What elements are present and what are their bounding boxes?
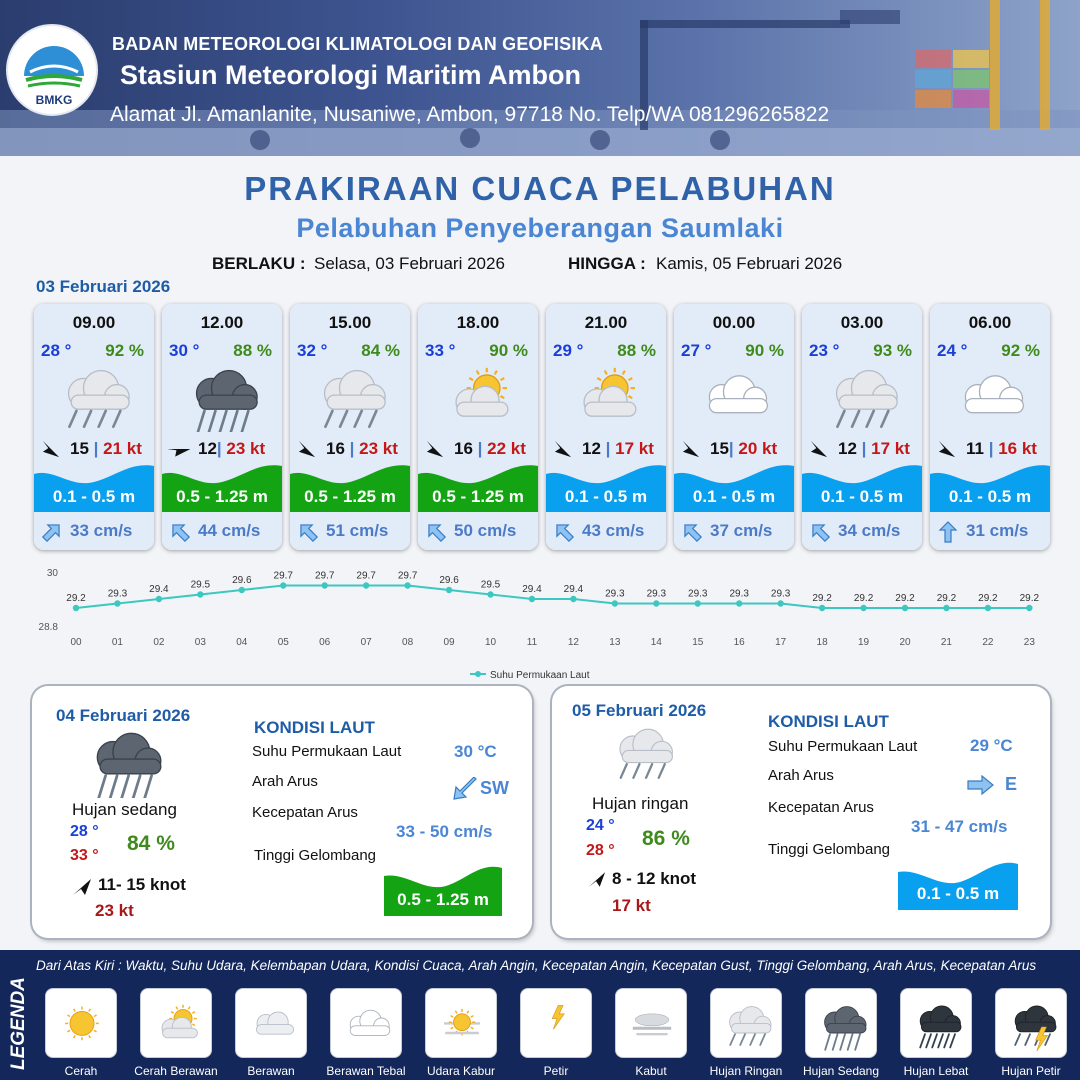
udara-kabur-icon — [432, 995, 492, 1053]
forecast-time: 06.00 — [968, 313, 1012, 332]
sst-data-label: 29.2 — [66, 593, 86, 604]
sst-data-label: 29.2 — [853, 593, 874, 604]
day2-humidity: 84 % — [127, 832, 175, 855]
berawan-tebal-icon — [946, 360, 1034, 432]
sst-chart — [0, 560, 1080, 690]
legend-note: Dari Atas Kiri : Waktu, Suhu Udara, Kelembapan Udara, Kondisi Cuaca, Arah Angin, Kecepatan Angin, Kecepatan Gust, Tinggi Gelombang, Arah Arus, Kecepatan Arus — [36, 958, 1037, 973]
wind-row — [674, 438, 794, 460]
sst-point — [695, 600, 701, 606]
day2-kec-label: Kecepatan Arus — [252, 804, 358, 821]
legend-item — [235, 988, 307, 1058]
day2-wind-arrow-icon — [72, 878, 92, 896]
day2-sst-label: Suhu Permukaan Laut — [252, 743, 402, 760]
sst-data-label: 29.4 — [149, 584, 169, 595]
wind-speed: 12 — [582, 439, 601, 458]
day2-date: 04 Februari 2026 — [56, 706, 191, 725]
valid-to-label: HINGGA : — [568, 254, 646, 273]
legend-label: Hujan Ringan — [709, 1064, 783, 1078]
day2-current-arrow-icon — [452, 777, 478, 801]
sst-data-label: 29.2 — [812, 593, 832, 604]
day3-humidity: 86 % — [642, 827, 690, 850]
sst-point — [404, 582, 410, 588]
forecast-humidity: 92 % — [1001, 341, 1040, 360]
x-tick-label: 02 — [153, 637, 165, 648]
hujan-ringan-icon — [604, 720, 680, 790]
hujan-petir-icon — [1002, 995, 1062, 1053]
forecast-temp: 30 ° — [169, 341, 200, 360]
sst-data-label: 29.2 — [978, 593, 998, 604]
x-tick-label: 12 — [567, 637, 579, 648]
wind-arrow-icon — [424, 440, 446, 458]
wind-row — [802, 438, 922, 460]
sst-data-label: 29.4 — [522, 584, 542, 595]
page-subtitle: Pelabuhan Penyeberangan Saumlaki — [296, 213, 784, 243]
wind-value — [582, 439, 654, 459]
current-row — [930, 512, 1050, 550]
sst-point — [363, 582, 369, 588]
x-tick-label: 21 — [940, 637, 953, 648]
wind-row — [290, 438, 410, 460]
forecast-temp: 28 ° — [41, 341, 72, 360]
wave-height: 0.1 - 0.5 m — [564, 487, 648, 506]
day3-current-arrow-icon — [966, 775, 994, 795]
wind-separator: | — [728, 439, 739, 458]
day2-kec: 33 - 50 cm/s — [396, 822, 493, 841]
sst-data-label: 29.7 — [356, 570, 376, 582]
sst-point — [529, 596, 535, 602]
forecast-card — [34, 304, 154, 550]
x-tick-label: 10 — [484, 637, 497, 648]
current-speed: 44 cm/s — [198, 521, 261, 540]
sst-data-label: 29.2 — [895, 593, 915, 604]
sst-point — [902, 605, 908, 611]
sst-data-label: 29.3 — [646, 588, 667, 600]
day2-gust: 23 kt — [95, 901, 134, 920]
wave-height: 0.1 - 0.5 m — [820, 487, 904, 506]
sst-point — [736, 600, 742, 606]
wind-value — [710, 439, 777, 459]
current-speed: 51 cm/s — [326, 521, 389, 540]
current-row — [674, 512, 794, 550]
sst-data-label: 29.3 — [605, 588, 625, 600]
x-tick-label: 23 — [1023, 637, 1035, 648]
legend-label: Cerah Berawan — [134, 1064, 218, 1078]
forecast-time: 03.00 — [840, 313, 884, 332]
day2-temp-max: 28 ° — [70, 823, 99, 840]
y-tick-label: 30 — [46, 568, 58, 579]
forecast-card — [418, 304, 538, 550]
hujan-ringan-icon — [818, 360, 906, 432]
forecast-temp: 32 ° — [297, 341, 328, 360]
address: Alamat Jl. Amanlanite, Nusaniwe, Ambon, 97718 No. Telp/WA 081296265822 — [110, 103, 830, 126]
current-arrow-icon — [296, 521, 320, 543]
forecast-time: 12.00 — [200, 313, 244, 332]
y-tick-label: 28.8 — [38, 622, 58, 633]
current-row — [546, 512, 666, 550]
day1-date: 03 Februari 2026 — [36, 277, 171, 296]
wind-separator: | — [88, 439, 104, 458]
x-tick-label: 17 — [775, 637, 787, 648]
day3-wave: 0.1 - 0.5 m — [916, 884, 1000, 903]
legend-item — [805, 988, 877, 1058]
sst-data-label: 29.3 — [107, 588, 128, 600]
sst-data-label: 29.3 — [729, 588, 749, 600]
day3-wind: 8 - 12 knot — [612, 869, 697, 888]
day2-sst: 30 °C — [454, 742, 497, 761]
sst-data-label: 29.7 — [273, 570, 293, 582]
forecast-humidity: 88 % — [617, 341, 656, 360]
wind-value — [966, 439, 1037, 459]
bmkg-logo-icon — [8, 26, 100, 118]
day3-tinggi-label: Tinggi Gelombang — [768, 841, 891, 858]
forecast-card — [930, 304, 1050, 550]
current-arrow-icon — [552, 521, 576, 543]
x-tick-label: 00 — [70, 637, 82, 648]
kabut-icon — [622, 995, 682, 1053]
wind-value — [454, 439, 526, 459]
hujan-ringan-icon — [50, 360, 138, 432]
x-tick-label: 13 — [609, 637, 621, 648]
current-speed: 33 cm/s — [70, 521, 133, 540]
day3-kec: 31 - 47 cm/s — [911, 817, 1008, 836]
sst-data-label: 29.3 — [770, 588, 791, 600]
forecast-time: 21.00 — [584, 313, 628, 332]
day3-sst: 29 °C — [970, 736, 1013, 755]
legend-marker — [475, 671, 481, 677]
wind-separator: | — [983, 439, 999, 458]
wind-arrow-icon — [168, 440, 190, 458]
forecast-temp: 24 ° — [937, 341, 968, 360]
wind-row — [930, 438, 1050, 460]
legend-item — [615, 988, 687, 1058]
current-arrow-icon — [168, 521, 192, 543]
day3-arah-label: Arah Arus — [768, 767, 834, 784]
forecast-time: 00.00 — [712, 313, 756, 332]
day3-kec-label: Kecepatan Arus — [768, 799, 874, 816]
sst-point — [446, 587, 452, 593]
wind-gust: 22 kt — [487, 439, 526, 458]
current-arrow-icon — [40, 521, 64, 543]
x-tick-label: 06 — [319, 637, 331, 648]
wave-height: 0.1 - 0.5 m — [948, 487, 1032, 506]
wind-gust: 23 kt — [226, 439, 266, 458]
current-speed: 50 cm/s — [454, 521, 517, 540]
x-tick-label: 15 — [692, 637, 704, 648]
day3-sst-label: Suhu Permukaan Laut — [768, 738, 918, 755]
cerah-berawan-icon — [562, 360, 650, 432]
legend-item — [520, 988, 592, 1058]
sst-data-label: 29.5 — [480, 579, 501, 591]
wind-gust: 23 kt — [359, 439, 398, 458]
forecast-humidity: 93 % — [873, 341, 912, 360]
legend-label: Berawan — [247, 1064, 295, 1078]
x-tick-label: 07 — [360, 637, 372, 648]
x-tick-label: 16 — [733, 637, 745, 648]
forecast-humidity: 90 % — [745, 341, 784, 360]
org-name: BADAN METEOROLOGI KLIMATOLOGI DAN GEOFISIKA — [112, 34, 603, 54]
current-arrow-icon — [424, 521, 448, 543]
legend-title — [4, 958, 30, 1074]
valid-from-value: Selasa, 03 Februari 2026 — [314, 254, 505, 273]
x-tick-label: 11 — [526, 637, 538, 648]
wind-speed: 16 — [454, 439, 473, 458]
cerah-icon — [52, 995, 112, 1053]
legend-item — [710, 988, 782, 1058]
sst-point — [777, 600, 783, 606]
wind-speed: 11 — [966, 439, 984, 458]
sst-point — [985, 605, 991, 611]
current-arrow-icon — [808, 521, 832, 543]
day2-weather-desc: Hujan sedang — [72, 800, 177, 819]
forecast-temp: 27 ° — [681, 341, 712, 360]
hujan-sedang-icon — [78, 722, 170, 798]
current-row — [802, 512, 922, 550]
legend-title-text: LEGENDA — [8, 977, 29, 1070]
forecast-time: 09.00 — [72, 313, 116, 332]
legend-item — [425, 988, 497, 1058]
wind-arrow-icon — [296, 440, 318, 458]
day3-panel — [552, 686, 1050, 938]
day2-wave: 0.5 - 1.25 m — [397, 890, 489, 909]
logo-text: BMKG — [35, 93, 73, 107]
day3-kondisi-title: KONDISI LAUT — [768, 712, 889, 731]
x-tick-label: 09 — [443, 637, 455, 648]
sst-data-label: 29.7 — [314, 570, 335, 582]
wind-value — [326, 439, 398, 459]
legend-label: Berawan Tebal — [326, 1064, 406, 1078]
valid-to-value: Kamis, 05 Februari 2026 — [656, 254, 843, 273]
sst-point — [860, 605, 866, 611]
legend-label: Cerah — [64, 1064, 98, 1078]
page-title: PRAKIRAAN CUACA PELABUHAN — [244, 170, 836, 207]
legend-label: Kabut — [635, 1064, 667, 1078]
wind-gust: 17 kt — [871, 439, 910, 458]
sst-data-label: 29.5 — [190, 579, 211, 591]
wind-gust: 21 kt — [103, 439, 142, 458]
sst-point — [1026, 605, 1032, 611]
sst-point — [612, 600, 618, 606]
forecast-humidity: 92 % — [105, 341, 144, 360]
x-tick-label: 03 — [194, 637, 206, 648]
forecast-card — [546, 304, 666, 550]
wave-height: 0.1 - 0.5 m — [692, 487, 776, 506]
sst-point — [280, 582, 286, 588]
wind-row — [34, 438, 154, 460]
day3-arah: E — [1005, 774, 1018, 794]
current-row — [34, 512, 154, 550]
legend-label: Hujan Lebat — [903, 1064, 969, 1078]
sst-data-label: 29.3 — [688, 588, 708, 600]
legend-label: Hujan Sedang — [802, 1064, 880, 1078]
x-tick-label: 18 — [816, 637, 828, 648]
day3-temp-max: 24 ° — [586, 817, 615, 834]
forecast-humidity: 88 % — [233, 341, 272, 360]
sst-data-label: 29.6 — [439, 575, 459, 586]
station-name: Stasiun Meteorologi Maritim Ambon — [120, 60, 582, 90]
day3-wind-arrow-icon — [588, 871, 606, 888]
x-tick-label: 05 — [277, 637, 289, 648]
berawan-tebal-icon — [337, 995, 397, 1053]
sst-point — [653, 600, 659, 606]
sst-point — [943, 605, 949, 611]
forecast-card — [802, 304, 922, 550]
current-speed: 37 cm/s — [710, 521, 773, 540]
forecast-temp: 33 ° — [425, 341, 456, 360]
day2-temp-min: 33 ° — [70, 847, 99, 864]
x-tick-label: 04 — [236, 637, 248, 648]
legend-item — [995, 988, 1067, 1058]
legend-label: Hujan Petir — [1001, 1064, 1061, 1078]
forecast-humidity: 90 % — [489, 341, 528, 360]
current-speed: 31 cm/s — [966, 521, 1029, 540]
current-row — [162, 512, 282, 550]
sst-data-label: 29.6 — [232, 575, 252, 586]
hujan-lebat-icon — [907, 995, 967, 1053]
forecast-card — [674, 304, 794, 550]
wind-separator: | — [216, 439, 227, 458]
wave-height: 0.5 - 1.25 m — [176, 487, 268, 506]
sst-point — [239, 587, 245, 593]
wave-height: 0.5 - 1.25 m — [304, 487, 396, 506]
wind-value — [838, 439, 910, 459]
day2-arah-label: Arah Arus — [252, 773, 318, 790]
x-tick-label: 01 — [111, 637, 124, 648]
sst-point — [197, 591, 203, 597]
day3-weather-desc: Hujan ringan — [592, 794, 689, 813]
sst-point — [114, 600, 120, 606]
x-tick-label: 14 — [650, 637, 662, 648]
hujan-sedang-icon — [178, 360, 266, 432]
hujan-ringan-icon — [306, 360, 394, 432]
wind-row — [162, 438, 282, 460]
x-tick-label: 08 — [402, 637, 414, 648]
legend-item — [900, 988, 972, 1058]
sst-point — [487, 591, 493, 597]
forecast-temp: 23 ° — [809, 341, 840, 360]
wind-arrow-icon — [40, 440, 62, 458]
wind-value — [198, 439, 265, 459]
wind-gust: 16 kt — [998, 439, 1037, 458]
hujan-sedang-icon — [812, 995, 872, 1053]
forecast-temp: 29 ° — [553, 341, 584, 360]
wind-speed: 12 — [838, 439, 857, 458]
legend-label: Suhu Permukaan Laut — [490, 670, 590, 681]
wind-row — [418, 438, 538, 460]
sst-point — [570, 596, 576, 602]
day2-kondisi-title: KONDISI LAUT — [254, 718, 375, 737]
sst-data-label: 29.2 — [936, 593, 957, 604]
sst-point — [819, 605, 825, 611]
wind-arrow-icon — [808, 440, 830, 458]
legend-label: Udara Kabur — [426, 1064, 496, 1078]
wind-arrow-icon — [936, 440, 958, 458]
day2-tinggi-label: Tinggi Gelombang — [254, 847, 377, 864]
berawan-icon — [242, 995, 302, 1053]
sst-data-label: 29.2 — [1019, 593, 1040, 604]
forecast-humidity: 84 % — [361, 341, 400, 360]
wind-separator: | — [472, 439, 488, 458]
day3-date: 05 Februari 2026 — [572, 701, 707, 720]
current-row — [290, 512, 410, 550]
x-tick-label: 19 — [857, 637, 870, 648]
cerah-berawan-icon — [434, 360, 522, 432]
sst-point — [322, 582, 328, 588]
legend-item — [140, 988, 212, 1058]
forecast-card — [162, 304, 282, 550]
sst-point — [73, 605, 79, 611]
wind-gust: 20 kt — [738, 439, 778, 458]
legend-label: Petir — [543, 1064, 569, 1078]
legend-item — [45, 988, 117, 1058]
legend-item — [330, 988, 402, 1058]
forecast-time: 18.00 — [456, 313, 500, 332]
current-row — [418, 512, 538, 550]
current-speed: 34 cm/s — [838, 521, 901, 540]
wind-separator: | — [856, 439, 872, 458]
valid-from-label: BERLAKU : — [212, 254, 306, 273]
wind-arrow-icon — [552, 440, 574, 458]
wind-separator: | — [344, 439, 360, 458]
forecast-card — [290, 304, 410, 550]
cerah-berawan-icon — [147, 995, 207, 1053]
day2-panel — [32, 686, 532, 938]
forecast-time: 15.00 — [328, 313, 372, 332]
wind-speed: 16 — [326, 439, 345, 458]
x-tick-label: 22 — [982, 637, 994, 648]
current-arrow-icon — [680, 521, 704, 543]
wind-speed: 15 — [70, 439, 89, 458]
day3-gust: 17 kt — [612, 896, 651, 915]
wind-arrow-icon — [680, 440, 702, 458]
current-arrow-icon — [936, 521, 960, 543]
day3-temp-min: 28 ° — [586, 842, 615, 859]
wind-gust: 17 kt — [615, 439, 654, 458]
sst-series-line — [76, 586, 1029, 609]
sst-data-label: 29.7 — [397, 570, 418, 582]
wave-height: 0.5 - 1.25 m — [432, 487, 524, 506]
wind-separator: | — [600, 439, 616, 458]
wave-height: 0.1 - 0.5 m — [52, 487, 136, 506]
wind-value — [70, 439, 142, 459]
wind-speed: 15 — [710, 439, 729, 458]
wind-row — [546, 438, 666, 460]
sst-data-label: 29.4 — [563, 584, 584, 595]
hujan-ringan-icon — [717, 995, 777, 1053]
day2-arah: SW — [480, 778, 509, 798]
bmkg-logo — [6, 24, 98, 116]
sst-point — [156, 596, 162, 602]
current-speed: 43 cm/s — [582, 521, 645, 540]
day2-wind: 11- 15 knot — [98, 875, 186, 894]
x-tick-label: 20 — [899, 637, 911, 648]
petir-icon — [527, 995, 587, 1053]
berawan-tebal-icon — [690, 360, 778, 432]
wind-speed: 12 — [198, 439, 217, 458]
